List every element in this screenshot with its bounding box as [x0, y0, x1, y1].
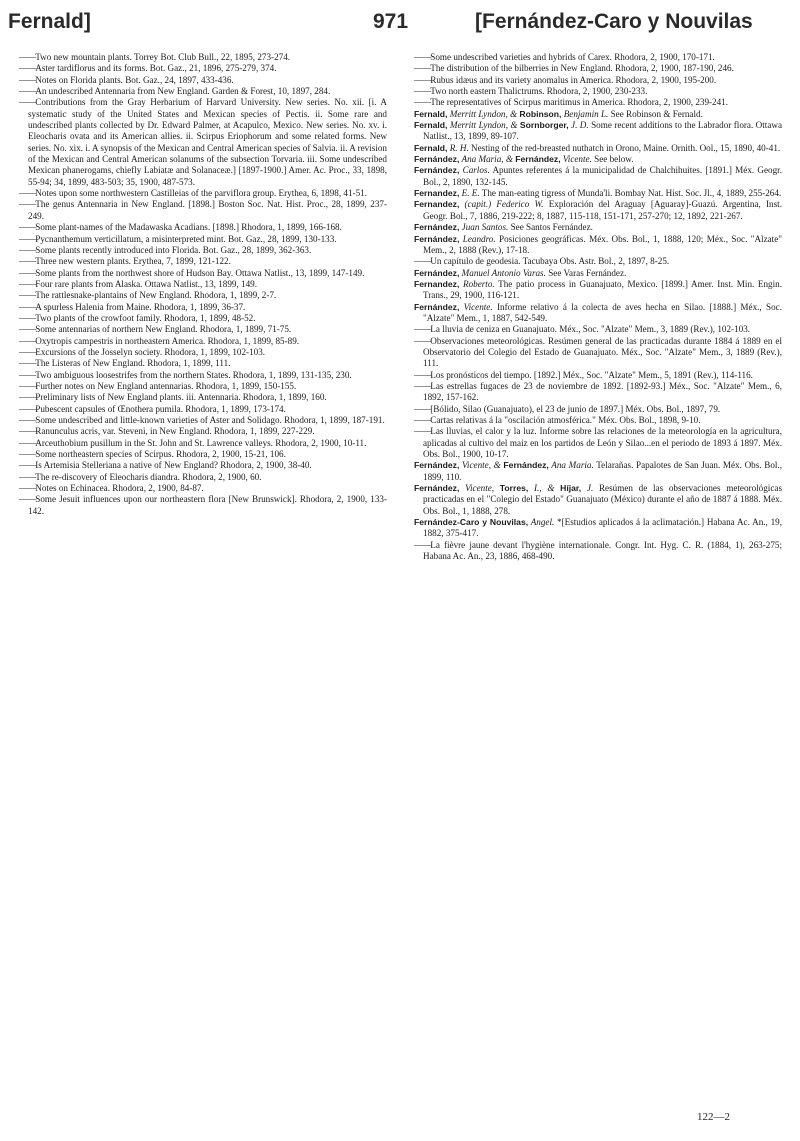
entry-text: The man-eating tigress of Munda'li. Bombay Nat. Hist. Soc. Jl., 4, 1889, 255-264.	[479, 188, 782, 199]
bibliography-entry	[414, 86, 782, 97]
bibliography-entry	[19, 324, 387, 335]
entry-text: Observaciones meteorológicas. Resúmen general de las practicadas durante 1884 á 1889 en el Observatorio del Colegio del Estado de Guanajuato. Méx., Soc. "Alzate" Mem., 3, 1889 (Rev.), 111.	[423, 335, 782, 369]
entry-text: Some undescribed varieties and hybrids of Carex. Rhodora, 2, 1900, 170-171.	[430, 52, 715, 62]
entry-text: [Bólido, Silao (Guanajuato), el 23 de junio de 1897.] Méx. Obs. Bol., 1897, 79.	[430, 403, 721, 414]
bibliography-entry	[414, 154, 782, 165]
bibliography-entry	[414, 97, 782, 108]
coauthor-name: Fernández,	[503, 460, 549, 471]
bibliography-entry	[19, 256, 387, 267]
left-column	[19, 52, 387, 517]
author-name: Fernández,	[414, 165, 460, 176]
bibliography-entry	[19, 460, 387, 471]
entry-text: Two new mountain plants. Torrey Bot. Club Bull., 22, 1895, 273-274.	[35, 52, 291, 62]
bibliography-entry	[19, 392, 387, 403]
bibliography-entry	[414, 199, 782, 222]
bibliography-entry	[19, 86, 387, 97]
entry-text: Las lluvias, el calor y la luz. Informe sobre las relaciones de la meteorología en la agricultura, aplicadas al cultivo del maiz en los partidos de León y Silao...en el periodo de 1893 á 1897. Méx. Obs. Bol., 1900, 10-17.	[423, 426, 782, 460]
entry-text: See below.	[591, 154, 634, 165]
author-name: Fernandez,	[414, 188, 460, 199]
entry-text: Un capítulo de geodesia. Tacubaya Obs. Astr. Bol., 2, 1897, 8-25.	[430, 256, 670, 267]
entry-text: Arceuthobium pusillum in the St. John and St. Lawrence valleys. Rhodora, 2, 1900, 10-11.	[35, 437, 367, 448]
bibliography-entry	[19, 483, 387, 494]
right-column	[414, 52, 782, 562]
bibliography-entry	[414, 268, 782, 279]
bibliography-entry	[19, 234, 387, 245]
bibliography-entry	[19, 347, 387, 358]
author-detail: Merritt Lyndon, &	[447, 108, 520, 119]
entry-text: See Santos Fernández.	[508, 222, 593, 233]
bibliography-entry	[414, 483, 782, 517]
bibliography-entry	[414, 302, 782, 325]
entry-text: Resúmen de las observaciones meteorológicas practicadas en el "Colegio del Estado" Guanajuato (México) durante el año de 1887 á 1888. Méx. Obs. Bol., 1, 1888, 278.	[423, 483, 782, 516]
entry-text: Some Jesuit influences upon our northeastern flora [New Brunswick]. Rhodora, 2, 1900, 133-142.	[28, 494, 387, 516]
bibliography-entry	[19, 279, 387, 290]
bibliography-entry	[19, 63, 387, 74]
bibliography-entry	[414, 109, 782, 120]
entry-text: Contributions from the Gray Herbarium of Harvard University. New series. No. xii. [i. A systematic study of the United States and Mexican species of Pectis. ii. Some rare and undescribed plants collected by Dr. Edward Palmer, at Acapulco, Mexico. New series. No. xv. i. Eleocharis ovata and its American allies. ii. Scirpus Eriophorum and some related forms. New series. No. xix. i. A synopsis of the Mexican and Central American species of Salvia. ii. A revision of the Mexican and Central American solanums of the subsection Torvaria. iii. Some undescribed Mexican phanerogams, chiefly Labiatæ and Solanaceæ.] [1897-1900.] Amer. Ac. Proc., 33, 1898, 55-94; 34, 1899, 483-503; 35, 1900, 487-573.	[28, 97, 387, 187]
entry-text: The rattlesnake-plantains of New England. Rhodora, 1, 1899, 2-7.	[35, 290, 277, 301]
bibliography-entry	[414, 324, 782, 335]
entry-text: The genus Antennaria in New England. [1898.] Boston Soc. Nat. Hist. Proc., 28, 1899, 237-249.	[28, 199, 387, 221]
bibliography-entry	[19, 415, 387, 426]
bibliography-entry	[414, 517, 782, 540]
bibliography-entry	[414, 426, 782, 460]
author-name: Fernández,	[414, 267, 460, 278]
author-name: Fernald,	[414, 142, 448, 153]
entry-text: See Robinson & Fernald.	[608, 108, 703, 119]
entry-text: Two ambiguous loosestrifes from the northern States. Rhodora, 1, 1899, 131-135, 230.	[35, 369, 352, 380]
entry-text: Further notes on New England antennarias. Rhodora, 1, 1899, 150-155.	[35, 380, 297, 391]
author-name: Fernández,	[414, 233, 460, 244]
bibliography-entry	[19, 199, 387, 222]
author-detail: Vicente.	[459, 301, 493, 312]
bibliography-entry	[19, 449, 387, 460]
author-detail: Leandro.	[459, 233, 496, 244]
author-detail: Juan Santos.	[459, 222, 509, 233]
bibliography-entry	[19, 222, 387, 233]
entry-text: Notes on Echinacea. Rhodora, 2, 1900, 84-87.	[35, 483, 204, 494]
entry-text: Ranunculus acris, var. Steveni, in New England. Rhodora, 1, 1899, 227-229.	[35, 426, 315, 437]
bibliography-entry	[414, 540, 782, 563]
entry-text: Apuntes referentes á la municipalidad de Chalchihuites. [1891.] Méx. Geogr. Bol., 2, 1890, 132-145.	[423, 165, 782, 187]
author-detail: Manuel Antonio Varas.	[459, 267, 546, 278]
entry-text: Some recent additions to the Labrador flora. Ottawa Natlist., 13, 1899, 89-107.	[423, 120, 783, 142]
author-detail: E. E.	[459, 188, 480, 199]
bibliography-entry	[414, 460, 782, 483]
entry-text: Some plants recently introduced into Florida. Bot. Gaz., 28, 1899, 362-363.	[35, 244, 312, 255]
bibliography-entry	[414, 279, 782, 302]
entry-text: The Listeras of New England. Rhodora, 1, 1899, 111.	[35, 358, 231, 369]
bibliography-entry	[19, 426, 387, 437]
bibliography-entry	[414, 234, 782, 257]
author-name: Fernández,	[414, 483, 460, 494]
author-name: Fernández,	[414, 460, 460, 471]
coauthor-detail: I., &	[528, 483, 561, 494]
bibliography-entry	[414, 63, 782, 74]
entry-text: A spurless Halenia from Maine. Rhodora, 1, 1899, 36-37.	[35, 301, 246, 312]
bibliography-entry	[19, 313, 387, 324]
bibliography-entry	[19, 245, 387, 256]
entry-text: Informe relativo á la colecta de aves hecha en Silao. [1888.] Méx., Soc. "Alzate" Mem., 1, 1887, 542-549.	[423, 301, 782, 323]
bibliography-entry	[19, 290, 387, 301]
bibliography-entry	[414, 222, 782, 233]
bibliography-entry	[19, 75, 387, 86]
bibliography-entry	[414, 143, 782, 154]
entry-text: Some plant-names of the Madawaska Acadians. [1898.] Rhodora, 1, 1899, 166-168.	[35, 222, 342, 233]
author-name: Fernald,	[414, 108, 448, 119]
entry-text: Two plants of the crowfoot family. Rhodora, 1, 1899, 48-52.	[35, 312, 256, 323]
entry-text: Telarañas. Papalotes de San Juan. Méx. Obs. Bol., 1899, 110.	[423, 460, 782, 482]
bibliography-entry	[414, 256, 782, 267]
header-right: [Fernández-Caro y Nouvilas	[475, 10, 753, 33]
entry-text: Rubus idæus and its variety anomalus in America. Rhodora, 2, 1900, 195-200.	[430, 74, 717, 85]
coauthor-name: Robinson,	[519, 108, 562, 119]
author-detail: Vicente,	[459, 483, 500, 494]
signature-mark: 122—2	[697, 1111, 730, 1123]
entry-text: Some northeastern species of Scirpus. Rhodora, 2, 1900, 15-21, 106.	[35, 449, 286, 460]
bibliography-entry	[19, 188, 387, 199]
page-number: 971	[373, 10, 409, 33]
author-name: Fernández,	[414, 154, 460, 165]
bibliography-entry	[19, 52, 387, 63]
coauthor-name: Torres,	[499, 483, 529, 494]
bibliography-entry	[19, 472, 387, 483]
bibliography-entry	[19, 302, 387, 313]
coauthor-name: Fernández,	[515, 154, 561, 165]
author-detail: Ana Maria, &	[459, 154, 516, 165]
coauthor-detail: J.	[581, 483, 594, 494]
entry-text: La lluvia de ceniza en Guanajuato. Méx., Soc. "Alzate" Mem., 3, 1889 (Rev.), 102-103.	[430, 324, 751, 335]
entry-text: Pycnanthemum verticillatum, a misinterpreted mint. Bot. Gaz., 28, 1899, 130-133.	[35, 233, 337, 244]
entry-text: The patio process in Guanajuato, Mexico. [1899.] Amer. Inst. Min. Engin. Trans., 29, 1900, 116-121.	[423, 278, 782, 301]
author-detail: Vicente, &	[459, 460, 504, 471]
bibliography-entry	[414, 188, 782, 199]
bibliography-entry	[414, 370, 782, 381]
bibliography-entry	[19, 97, 387, 188]
bibliography-entry	[19, 370, 387, 381]
entry-text: Exploración del Araguay [Aguaray]-Guazú. Argentina, Inst. Geogr. Bol., 7, 1886, 219-222; 8, 1887, 115-118, 151-171, 257-270; 12, 1892, 221-267.	[423, 199, 782, 221]
bibliography-entry	[414, 120, 782, 143]
bibliography-entry	[19, 268, 387, 279]
author-name: Fernandez,	[414, 278, 460, 289]
coauthor-detail: Vicente.	[560, 154, 592, 165]
author-detail: Merritt Lyndon, &	[447, 120, 520, 131]
entry-text: Cartas relativas á la "oscilación atmosférica." Méx. Obs. Bol., 1898, 9-10.	[430, 415, 701, 425]
entry-text: The re-discovery of Eleocharis diandra. Rhodora, 2, 1900, 60.	[35, 471, 262, 482]
author-name: Fernald,	[414, 120, 448, 131]
author-name: Fernandez,	[414, 199, 460, 210]
bibliography-entry	[19, 404, 387, 415]
entry-text: Aster tardiflorus and its forms. Bot. Gaz., 21, 1896, 275-279, 374.	[35, 63, 277, 74]
entry-text: Four rare plants from Alaska. Ottawa Natlist., 13, 1899, 149.	[35, 278, 257, 289]
bibliography-entry	[19, 438, 387, 449]
entry-text: Notes on Florida plants. Bot. Gaz., 24, 1897, 433-436.	[35, 74, 234, 85]
author-name: Fernández-Caro y Nouvilas,	[414, 517, 529, 528]
coauthor-detail: Ana Maria.	[548, 460, 594, 471]
entry-text: Three new western plants. Erythea, 7, 1899, 121-122.	[35, 256, 231, 267]
bibliography-entry	[19, 336, 387, 347]
coauthor-detail: J. D.	[568, 120, 589, 131]
entry-text: Las estrellas fugaces de 23 de noviembre de 1892. [1892-93.] Méx., Soc. "Alzate" Mem., 6, 1892, 157-162.	[423, 380, 782, 403]
entry-text: La fièvre jaune devant l'hygiène internationale. Congr. Int. Hyg. C. R. (1884, 1), 263-275; Habana Ac. An., 23, 1886, 468-490.	[423, 539, 782, 562]
bibliography-entry	[414, 165, 782, 188]
entry-text: An undescribed Antennaria from New England. Garden & Forest, 10, 1897, 284.	[35, 86, 331, 97]
entry-text: Oxytropis campestris in northeastern America. Rhodora, 1, 1899, 85-89.	[35, 335, 300, 346]
author-detail: Roberto.	[459, 278, 495, 289]
entry-text: *[Estudios aplicados á la aclimatación.] Habana Ac. An., 19, 1882, 375-417.	[423, 517, 782, 539]
bibliography-entry	[414, 381, 782, 404]
bibliography-entry	[414, 404, 782, 415]
entry-text: Notes upon some northwestern Castilleias of the parviflora group. Erythea, 6, 1898, 41-51.	[35, 188, 367, 199]
entry-text: Is Artemisia Stelleriana a native of New England? Rhodora, 2, 1900, 38-40.	[35, 460, 312, 471]
entry-text: The representatives of Scirpus maritimus in America. Rhodora, 2, 1900, 239-241.	[430, 97, 729, 108]
author-detail: (capit.) Federico W.	[459, 199, 544, 210]
bibliography-entry	[19, 494, 387, 517]
running-header	[0, 10, 800, 40]
entry-text: Preliminary lists of New England plants. iii. Antennaria. Rhodora, 1, 1899, 160.	[35, 392, 327, 403]
entry-text: Posiciones geográficas. Méx. Obs. Bol., 1, 1888, 120; Méx., Soc. "Alzate" Mem., 2, 1888 (Rev.), 17-18.	[423, 233, 782, 255]
author-detail: R. H.	[447, 142, 469, 153]
entry-text: Some antennarias of northern New England. Rhodora, 1, 1899, 71-75.	[35, 324, 292, 335]
entry-text: Pubescent capsules of Œnothera pumila. Rhodora, 1, 1899, 173-174.	[35, 403, 286, 414]
bibliography-entry	[19, 381, 387, 392]
bibliography-entry	[414, 336, 782, 370]
header-left: Fernald]	[8, 10, 91, 33]
entry-text: Los pronósticos del tiempo. [1892.] Méx., Soc. "Alzate" Mem., 5, 1891 (Rev.), 114-116.	[430, 369, 753, 380]
entry-text: Two north eastern Thalictrums. Rhodora, 2, 1900, 230-233.	[430, 86, 648, 97]
bibliography-entry	[19, 358, 387, 369]
entry-text: Some plants from the northwest shore of Hudson Bay. Ottawa Natlist., 13, 1899, 147-149.	[35, 267, 365, 278]
author-name: Fernández,	[414, 222, 460, 233]
entry-text: See Varas Fernández.	[545, 267, 627, 278]
bibliography-entry	[414, 415, 782, 426]
author-name: Fernández,	[414, 301, 460, 312]
coauthor-name: Híjar,	[560, 483, 582, 494]
author-detail: Angel.	[528, 517, 555, 528]
entry-text: Excursions of the Josselyn society. Rhodora, 1, 1899, 102-103.	[35, 346, 266, 357]
coauthor-detail: Benjamin L.	[561, 108, 609, 119]
entry-text: Some undescribed and little-known varieties of Aster and Solidago. Rhodora, 1, 1899, 187-191.	[35, 415, 385, 425]
entry-text: The distribution of the bilberries in New England. Rhodora, 2, 1900, 187-190, 246.	[430, 63, 734, 74]
bibliography-entry	[414, 75, 782, 86]
coauthor-name: Sornborger,	[519, 120, 569, 131]
bibliography-entry	[414, 52, 782, 63]
entry-text: Nesting of the red-breasted nuthatch in Orono, Maine. Ornith. Ool., 15, 1890, 40-41.	[468, 142, 781, 153]
author-detail: Carlos.	[459, 165, 490, 176]
